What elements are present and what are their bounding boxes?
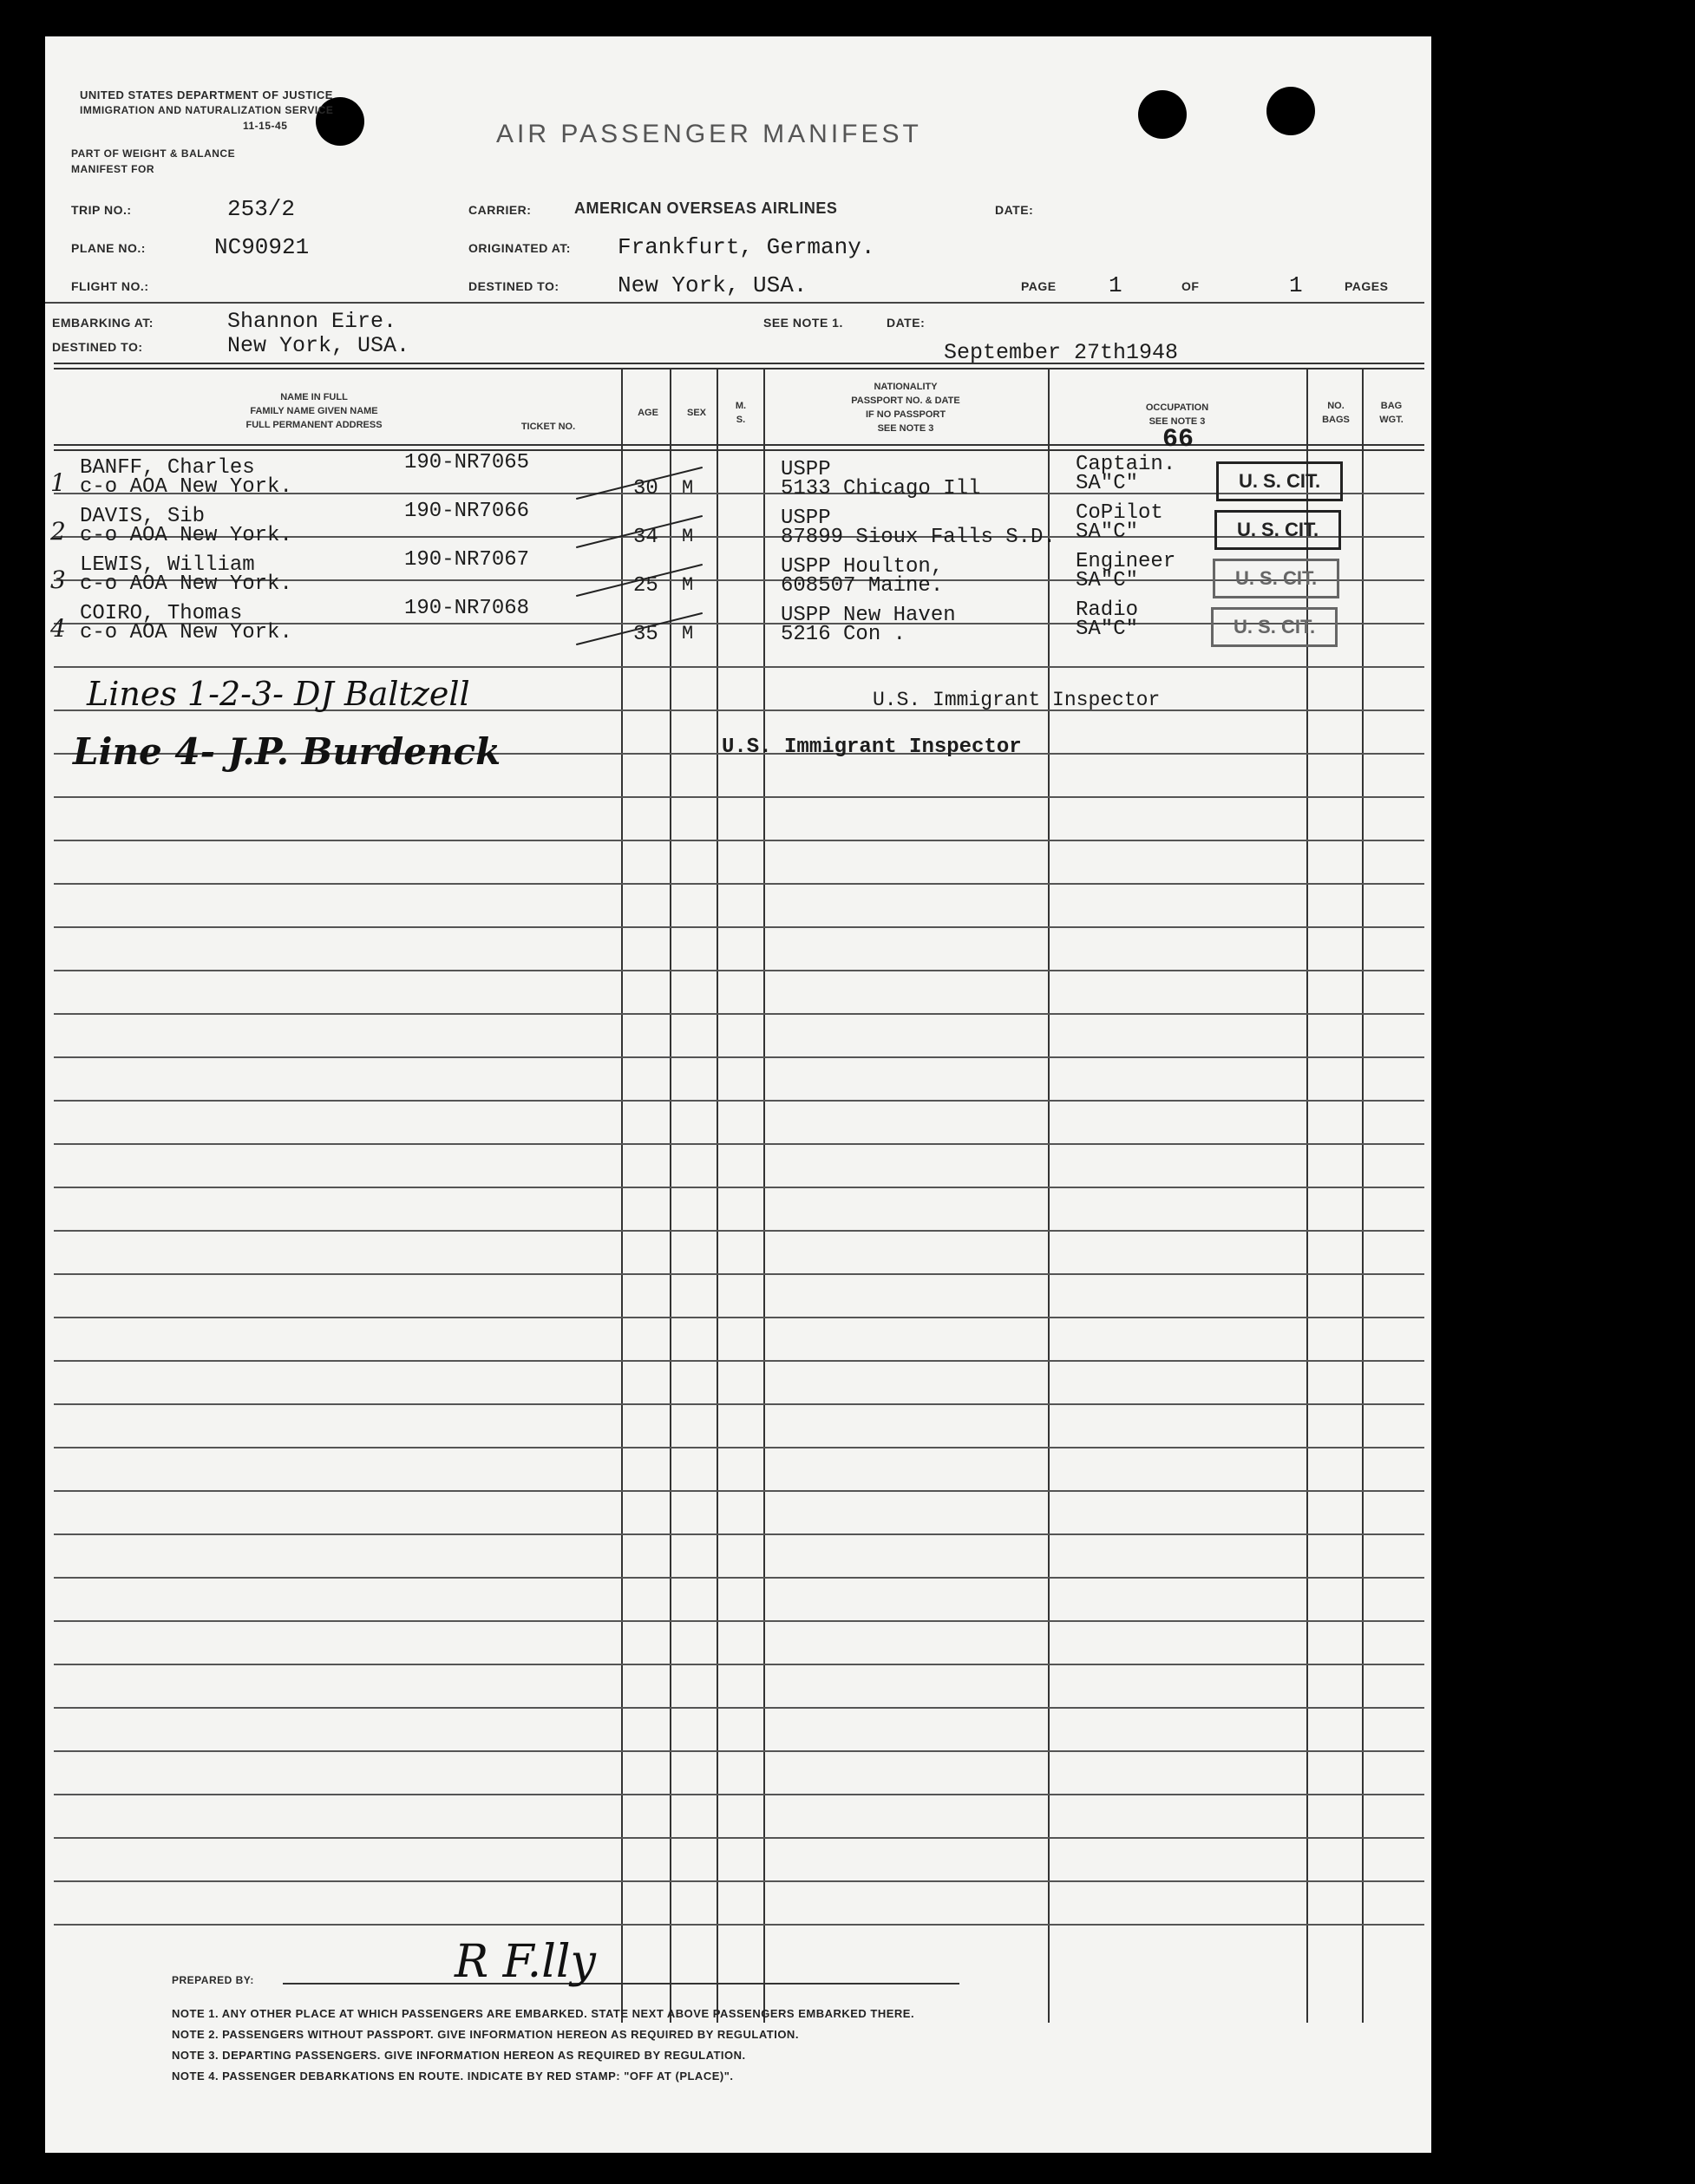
col-bagwt-header — [1365, 399, 1417, 427]
col-ms-header — [720, 399, 762, 427]
col-nationality-header — [767, 380, 1044, 435]
ruled-line — [54, 1187, 1424, 1188]
ruled-line — [54, 1620, 1424, 1622]
table-top-rule — [54, 363, 1424, 364]
ruled-line — [54, 1317, 1424, 1318]
ruled-line — [54, 1143, 1424, 1145]
page-title: AIR PASSENGER MANIFEST — [496, 120, 922, 148]
passenger-address: c-o AOA New York. — [80, 524, 292, 547]
header-rule — [45, 302, 1424, 304]
inspector-title-1: U.S. Immigrant Inspector — [873, 689, 1161, 711]
destined-value: New York, USA. — [618, 272, 808, 298]
occupation-line1: Engineer — [1076, 550, 1176, 573]
destined-label: DESTINED TO: — [468, 279, 560, 293]
passenger-age: 30 — [633, 477, 658, 500]
col-nat-line1: NATIONALITY — [874, 382, 938, 392]
originated-value: Frankfurt, Germany. — [618, 234, 875, 260]
col-header-rule — [54, 444, 1424, 446]
passenger-address: c-o AOA New York. — [80, 621, 292, 644]
col-bags-header — [1312, 399, 1360, 427]
occupation-line2: SA"C" — [1076, 472, 1139, 495]
col-nat-line4: SEE NOTE 3 — [877, 423, 934, 434]
form-code: 11-15-45 — [243, 120, 288, 132]
passport-line1: USPP New Haven — [781, 604, 956, 627]
ruled-line — [54, 1100, 1424, 1102]
passenger-sex: M — [682, 477, 694, 499]
passenger-age: 34 — [633, 526, 658, 549]
carrier-value: AMERICAN OVERSEAS AIRLINES — [574, 199, 838, 217]
passenger-age: 25 — [633, 574, 658, 598]
service-name: IMMIGRATION AND NATURALIZATION SERVICE — [80, 104, 334, 116]
trip-label: TRIP NO.: — [71, 203, 132, 217]
col-ms-line2: S. — [736, 415, 746, 425]
of-label: OF — [1181, 279, 1200, 293]
col-bagwt-line1: BAG — [1380, 401, 1403, 411]
part-of-label: PART OF WEIGHT & BALANCE — [71, 147, 236, 160]
destined2-value: New York, USA. — [227, 333, 410, 358]
ruled-line — [54, 1794, 1424, 1795]
note-3: NOTE 3. DEPARTING PASSENGERS. GIVE INFORMATION HEREON AS REQUIRED BY REGULATION. — [172, 2049, 746, 2062]
passport-line2: 608507 Maine. — [781, 574, 944, 598]
passport-line2: 5133 Chicago Ill — [781, 477, 981, 500]
pages-label: PAGES — [1345, 279, 1389, 293]
note-2: NOTE 2. PASSENGERS WITHOUT PASSPORT. GIVE INFORMATION HEREON AS REQUIRED BY REGULATION. — [172, 2028, 799, 2041]
passenger-name: BANFF, Charles — [80, 456, 255, 480]
page-value: 1 — [1109, 272, 1122, 298]
ruled-line — [54, 1664, 1424, 1665]
passport-line2: 5216 Con . — [781, 623, 906, 646]
col-name-line1: NAME IN FULL — [280, 392, 348, 402]
col-occ-line2: SEE NOTE 3 — [1149, 416, 1206, 427]
destined2-label: DESTINED TO: — [52, 340, 143, 354]
ruled-line — [54, 1577, 1424, 1579]
date2-label: DATE: — [887, 316, 926, 330]
page-label: PAGE — [1021, 279, 1057, 293]
passport-line2: 87899 Sioux Falls S.D. — [781, 526, 1056, 549]
prepared-by-label: PREPARED BY: — [172, 1974, 254, 1986]
occupation-line1: CoPilot — [1076, 501, 1163, 525]
manifest-sheet — [45, 36, 1431, 2153]
passenger-age: 35 — [633, 623, 658, 646]
occupation-line1: Captain. — [1076, 453, 1176, 476]
ruled-line — [54, 1273, 1424, 1275]
ruled-line — [54, 926, 1424, 928]
col-age-header: AGE — [638, 408, 658, 418]
passenger-sex: M — [682, 574, 694, 596]
punch-hole — [1266, 87, 1315, 135]
row-number: 1 — [50, 468, 66, 497]
occupation-line1: Radio — [1076, 598, 1139, 622]
col-divider — [670, 368, 671, 2023]
us-citizen-stamp: U. S. CIT. — [1214, 510, 1341, 550]
plane-value: NC90921 — [214, 234, 310, 260]
ruled-line — [54, 1447, 1424, 1448]
plane-label: PLANE NO.: — [71, 241, 146, 255]
us-citizen-stamp: U. S. CIT. — [1211, 607, 1338, 647]
passenger-sex: M — [682, 623, 694, 644]
col-divider — [1048, 368, 1050, 2023]
of-value: 1 — [1289, 272, 1303, 298]
ruled-line — [54, 1013, 1424, 1015]
col-occ-line1: OCCUPATION — [1145, 402, 1209, 413]
date-label: DATE: — [995, 203, 1034, 217]
embarking-label: EMBARKING AT: — [52, 316, 154, 330]
ruled-line — [54, 1707, 1424, 1709]
see-note-label: SEE NOTE 1. — [763, 316, 843, 330]
col-divider — [621, 368, 623, 2023]
carrier-label: CARRIER: — [468, 203, 532, 217]
row-number: 3 — [50, 566, 66, 594]
passport-line1: USPP — [781, 458, 831, 481]
ruled-line — [54, 1230, 1424, 1232]
col-name-line2: FAMILY NAME GIVEN NAME — [250, 406, 378, 416]
embarking-value: Shannon Eire. — [227, 309, 397, 334]
col-bagwt-line2: WGT. — [1379, 415, 1404, 425]
inspector-signature-1: Lines 1-2-3- DJ Baltzell — [87, 675, 470, 713]
ruled-line — [54, 883, 1424, 885]
col-nat-line2: PASSPORT NO. & DATE — [851, 396, 960, 406]
passenger-address: c-o AOA New York. — [80, 475, 292, 499]
flight-label: FLIGHT NO.: — [71, 279, 149, 293]
ruled-line — [54, 1490, 1424, 1492]
passport-line1: USPP Houlton, — [781, 555, 944, 579]
ruled-line — [54, 796, 1424, 798]
ruled-line — [54, 1880, 1424, 1882]
col-ms-line1: M. — [735, 401, 747, 411]
ruled-line — [54, 1837, 1424, 1839]
date2-value: September 27th1948 — [944, 340, 1179, 365]
passenger-address: c-o AOA New York. — [80, 572, 292, 596]
col-divider — [763, 368, 765, 2023]
ruled-line — [54, 1403, 1424, 1405]
passport-line1: USPP — [781, 507, 831, 530]
col-sex-header: SEX — [686, 408, 706, 418]
col-ticket-header: TICKET NO. — [520, 422, 576, 432]
note-1: NOTE 1. ANY OTHER PLACE AT WHICH PASSENGERS ARE EMBARKED. STATE NEXT ABOVE PASSENGERS EMBARKED THERE. — [172, 2007, 915, 2020]
ruled-line — [54, 1056, 1424, 1058]
occupation-line2: SA"C" — [1076, 618, 1139, 641]
ruled-line — [54, 1360, 1424, 1362]
ticket-number: 190-NR7065 — [404, 451, 530, 474]
inspector-title-2: U.S. Immigrant Inspector — [722, 736, 1022, 759]
ruled-line — [54, 970, 1424, 971]
passenger-sex: M — [682, 526, 694, 547]
ticket-number: 190-NR7068 — [404, 597, 530, 620]
us-citizen-stamp: U. S. CIT. — [1213, 559, 1339, 598]
note-4: NOTE 4. PASSENGER DEBARKATIONS EN ROUTE. INDICATE BY RED STAMP: "OFF AT (PLACE)". — [172, 2070, 734, 2083]
col-header-rule-2 — [54, 449, 1424, 451]
col-name-header — [184, 390, 444, 432]
col-divider — [717, 368, 718, 2023]
ticket-number: 190-NR7066 — [404, 500, 530, 523]
occupation-line2: SA"C" — [1076, 520, 1139, 544]
ticket-number: 190-NR7067 — [404, 548, 530, 572]
ruled-line — [54, 1750, 1424, 1752]
us-citizen-stamp: U. S. CIT. — [1216, 461, 1343, 501]
col-name-line3: FULL PERMANENT ADDRESS — [245, 420, 383, 430]
passenger-name: LEWIS, William — [80, 553, 255, 577]
ruled-line — [54, 666, 1424, 668]
inspector-signature-2: Line 4- J.P. Burdenck — [73, 730, 501, 773]
row-number: 2 — [50, 517, 66, 546]
row-number: 4 — [50, 614, 66, 643]
col-bags-line1: NO. — [1327, 401, 1345, 411]
trip-value: 253/2 — [227, 196, 296, 222]
table-top-rule-2 — [54, 368, 1424, 369]
occupation-count: 66 — [1162, 425, 1194, 454]
prepared-by-line — [283, 1983, 959, 1985]
col-nat-line3: IF NO PASSPORT — [865, 409, 946, 420]
passenger-name: COIRO, Thomas — [80, 602, 243, 625]
ruled-line — [54, 1924, 1424, 1926]
prepared-by-signature: R F.lly — [455, 1936, 596, 1988]
ruled-line — [54, 1533, 1424, 1535]
col-divider — [1362, 368, 1364, 2023]
punch-hole — [1138, 90, 1187, 139]
department-name: UNITED STATES DEPARTMENT OF JUSTICE — [80, 88, 333, 101]
occupation-line2: SA"C" — [1076, 569, 1139, 592]
ruled-line — [54, 840, 1424, 841]
originated-label: ORIGINATED AT: — [468, 241, 571, 255]
manifest-for-label: MANIFEST FOR — [71, 163, 154, 175]
col-bags-line2: BAGS — [1322, 415, 1350, 425]
passenger-name: DAVIS, Sib — [80, 505, 206, 528]
